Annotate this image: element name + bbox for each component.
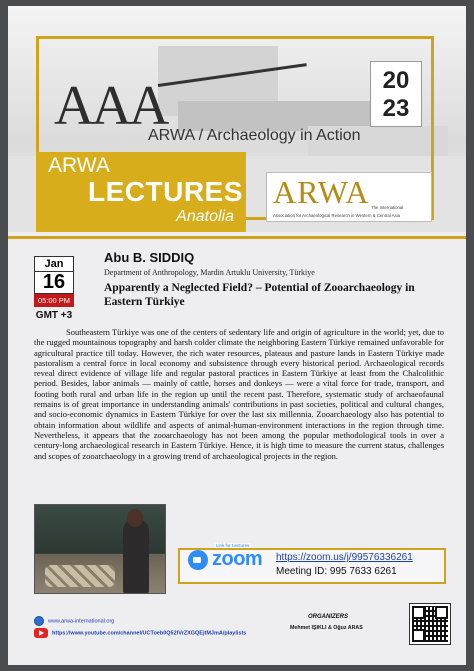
website-row: [34, 616, 114, 626]
bone-assemblage: [45, 565, 115, 587]
poster: [8, 6, 466, 665]
year-badge: [370, 61, 422, 127]
event-timezone: GMT +3: [35, 310, 73, 321]
youtube-icon: [34, 628, 48, 638]
youtube-link[interactable]: https://www.youtube.com/channel/UCToeb0Q52IVrZXGQEjtMJmA/playlists: [52, 630, 247, 637]
qr-code[interactable]: [410, 604, 450, 644]
zoom-wordmark: zoom: [212, 548, 263, 570]
year-top: 20: [382, 67, 410, 94]
zoom-camera-icon: [188, 550, 208, 570]
arwa-logo: [266, 172, 432, 222]
lecture-line-2: LECTURES: [88, 176, 243, 207]
arwa-logo-mark: ARWA: [273, 174, 370, 210]
series-subtitle: ARWA / Archaeology in Action: [148, 127, 361, 144]
talk-abstract: Southeastern Türkiye was one of the centers of sedentary life and origin of agriculture in the world; yet, due to the rugged mountainous topography and harsh colder climate the neighboring Eastern Türkiye remained unfavorable for agricultural practice till today. However, the rich water resources, plateaus and pasture lands in Eastern Türkiye made pastoralism a central force in local economy and subsistence through every historical period. Archaeological records reveal direct evidence of village life and regular pastoral practices in Eastern Türkiye at least from the Chalcolithic period. Besides, labor animals — mainly of cattle, horses and donkeys — were a vital force for trade, transport, and footing both rural and urban life in the region up until the recent past. Therefore, systematic study of archaeofaunal remains is of great importance in understanding animals' contributions in past societies, political and cultural changes, and socio-economic dynamics in Eastern Türkiye for over the last six millennia. Zooarchaeology also has potential to obtain information about wildlife and aspects of animal-human-environment interactions in the region through time. Nevertheless, it appears that the zooarchaeology has not been among the popular methodological tools in over a century-long archaeological research in Eastern Türkiye. Hence, it is high time to measure the current status, challenges and scopes of zooarchaeology in a growing trend of archaeological projects in the region.: [34, 327, 444, 461]
website-link[interactable]: www.arwa-international.org: [48, 618, 115, 625]
header-banner: [8, 6, 466, 232]
speaker-name: Abu B. SIDDIQ: [104, 250, 195, 265]
qr-finder: [412, 629, 425, 642]
speaker-figure: [123, 519, 149, 593]
lecture-line-1: ARWA: [48, 154, 110, 177]
talk-title: Apparently a Neglected Field? – Potential of Zooarchaeology in Eastern Türkiye: [104, 282, 415, 308]
globe-icon: [34, 616, 44, 626]
qr-finder: [412, 606, 425, 619]
speaker-affiliation: Department of Anthropology, Mardin Artuklu University, Türkiye: [104, 268, 315, 277]
zoom-caption: Link for Lectures: [216, 543, 250, 548]
lecture-line-3: Anatolia: [176, 208, 234, 225]
speaker-photo: [34, 504, 166, 594]
speaker-head: [127, 509, 143, 527]
youtube-row: [34, 628, 246, 638]
organizers-names: Mehmet IŞIKLI & Oğuz ARAS: [290, 625, 363, 631]
organizers-label: ORGANIZERS: [308, 614, 349, 620]
arwa-logo-tagline-2: Association for Archaeological Research in Western & Central Asia: [273, 213, 400, 218]
divider: [8, 236, 466, 239]
event-time: 05:00 PM: [34, 294, 74, 307]
date-day: 16: [34, 272, 74, 294]
qr-finder: [435, 606, 448, 619]
zoom-meeting-link[interactable]: https://zoom.us/j/99576336261: [276, 552, 413, 563]
arwa-logo-tagline-1: The International: [371, 205, 404, 210]
series-logo: AAA: [54, 75, 167, 137]
zoom-meeting-id: Meeting ID: 995 7633 6261: [276, 566, 397, 577]
date-card: [34, 256, 74, 321]
year-bottom: 23: [382, 95, 410, 122]
lecture-title-box: [36, 152, 246, 232]
date-month: Jan: [34, 256, 74, 272]
